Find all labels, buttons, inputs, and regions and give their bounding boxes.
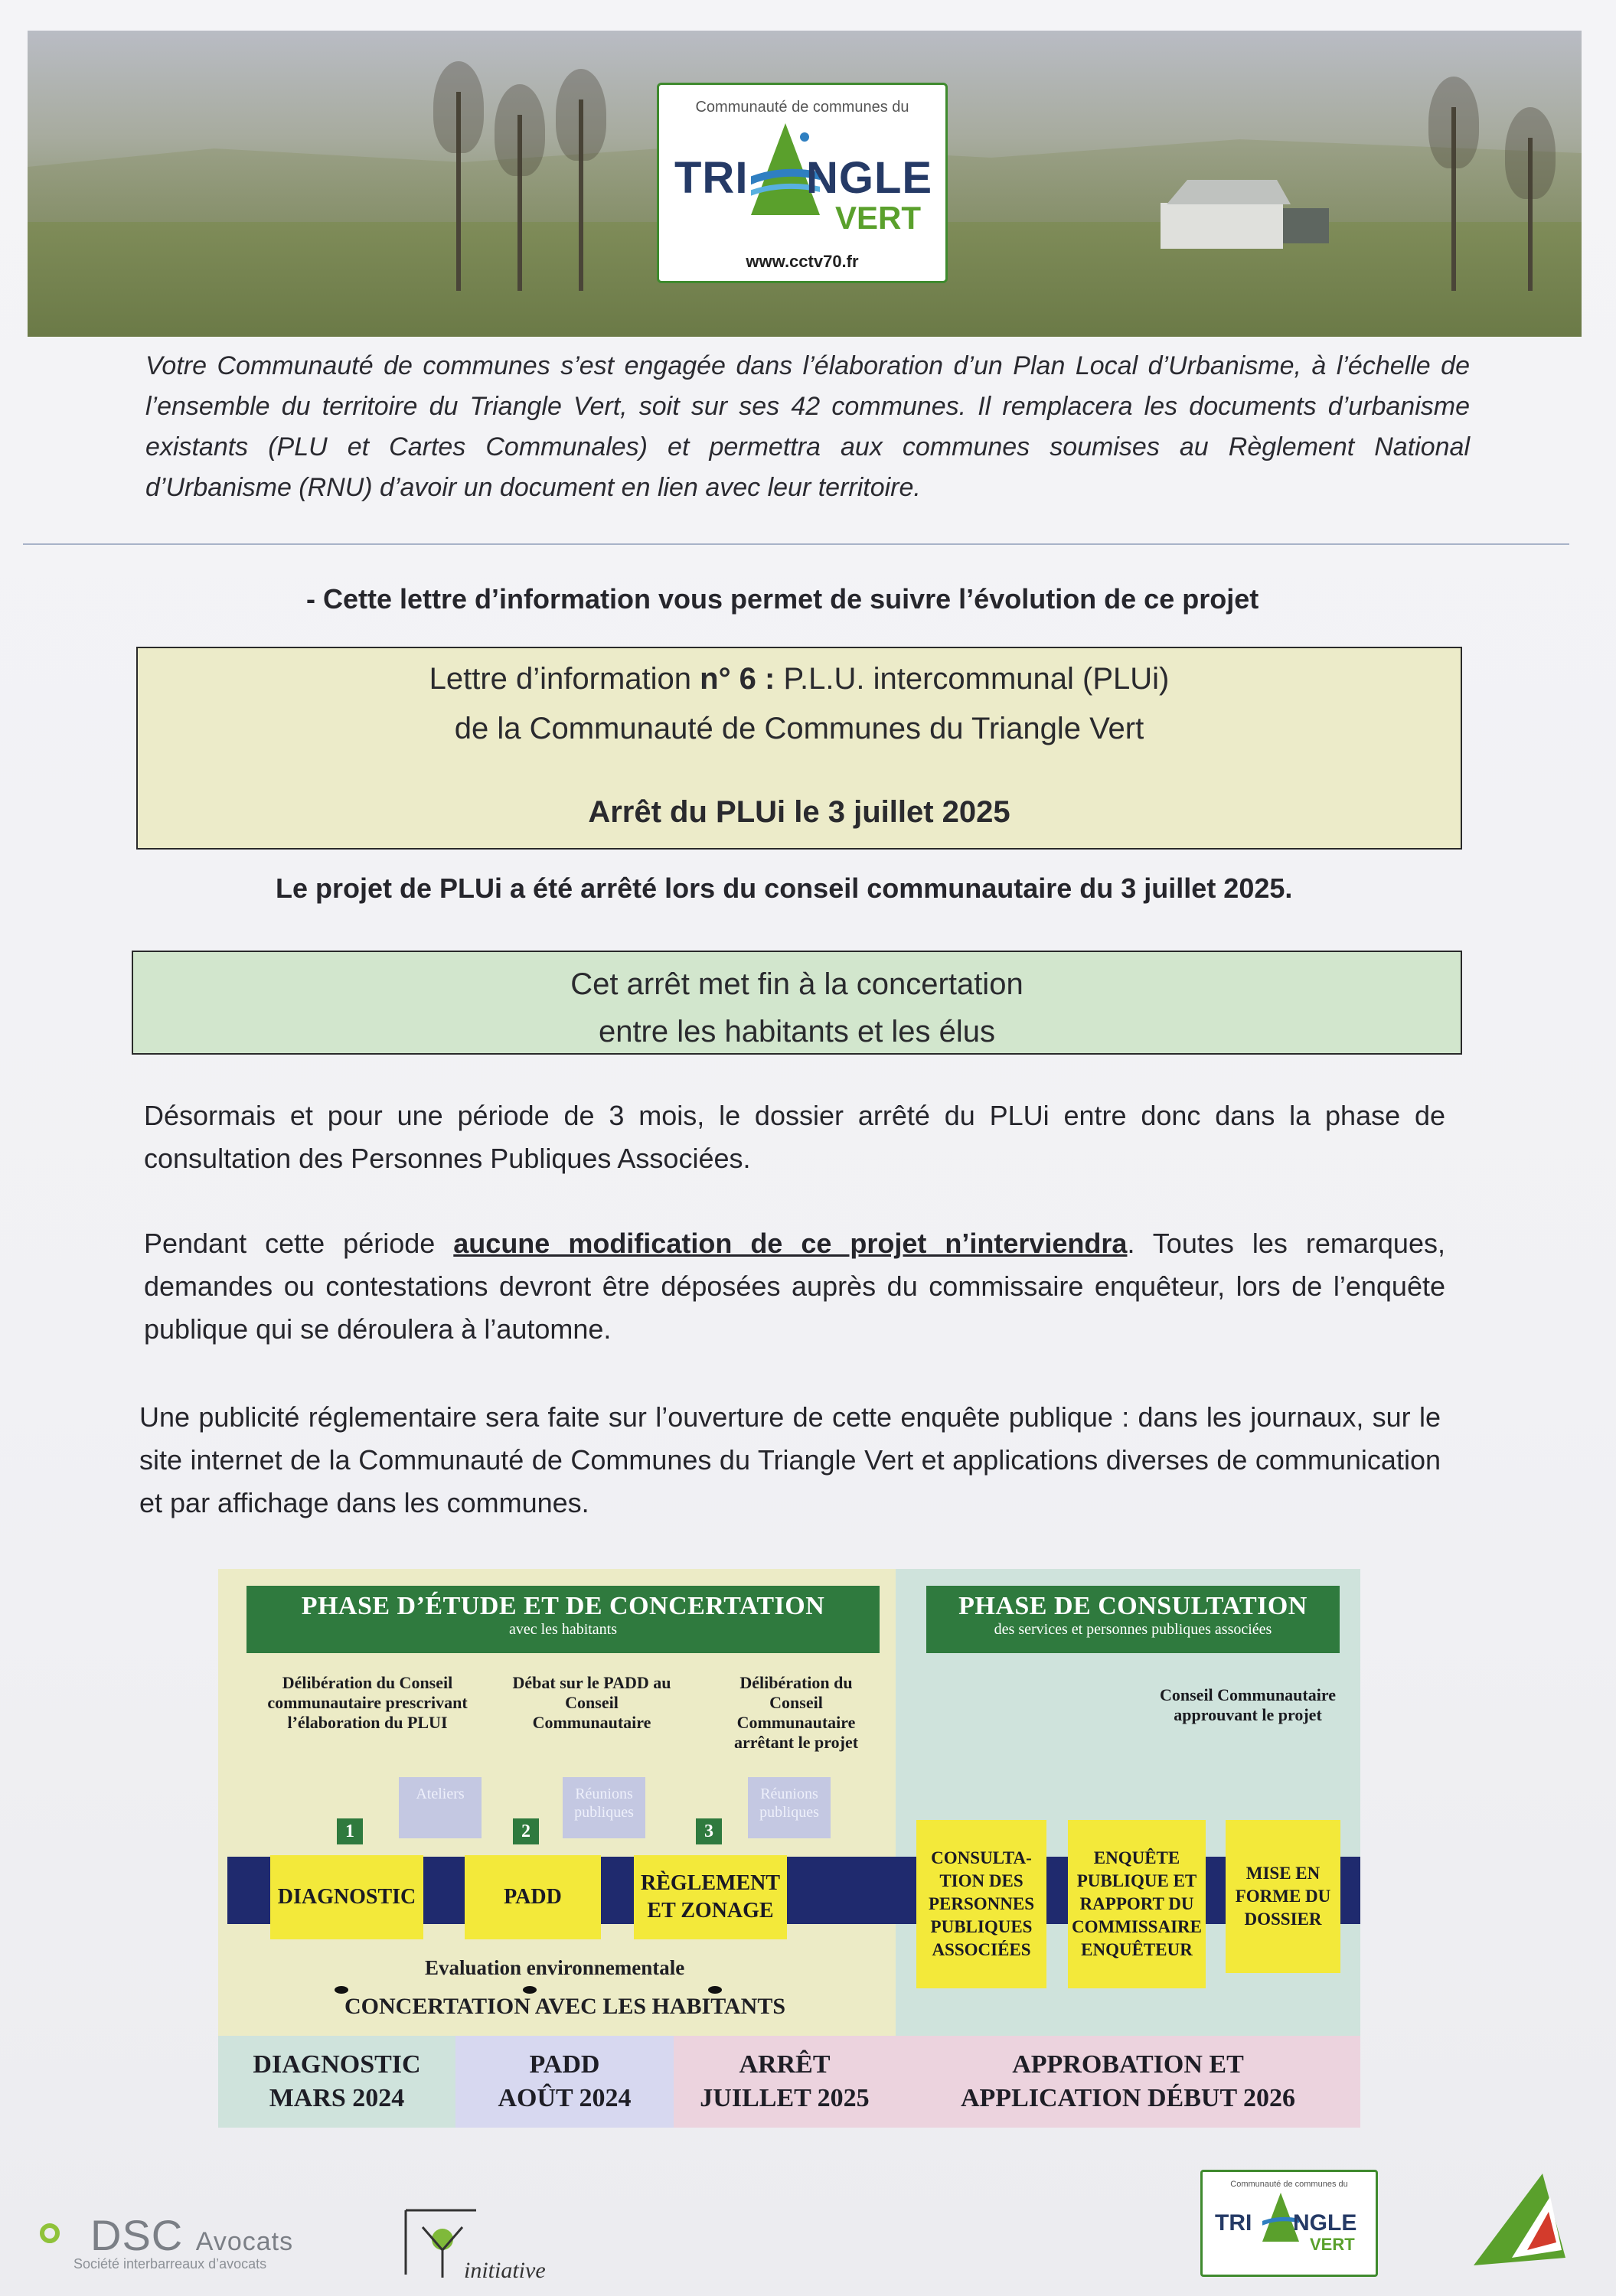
paragraph-consultation-period: Désormais et pour une période de 3 mois, le dossier arrêté du PLUi entre donc dans la phase de consultation des Personnes Publiques Associées.: [144, 1100, 1445, 1174]
step-public-inquiry: ENQUÊTE PUBLIQUE ET RAPPORT DU COMMISSAIRE ENQUÊTEUR: [1068, 1820, 1206, 1988]
milestone-arret: Délibération du Conseil Communautaire arrêtant le projet: [733, 1673, 859, 1752]
step-number-3: 3: [696, 1818, 722, 1844]
paragraph-no-modification-emphasis: aucune modification de ce projet n’interviendra: [453, 1228, 1128, 1259]
consultation-phase-header: [926, 1586, 1340, 1653]
footer-logo-name-part2: NGLE: [1293, 2210, 1357, 2236]
timeline-band-line1: APPROBATION ET: [1012, 2050, 1244, 2079]
plui-procedure-diagram: [218, 1569, 1360, 2128]
concertation-marker: [523, 1986, 537, 1994]
concertation-marker: [335, 1986, 348, 1994]
timeline-band-line2: APPLICATION DÉBUT 2026: [960, 2084, 1296, 2112]
timeline-band-line2: JUILLET 2025: [700, 2084, 870, 2112]
paragraph-publicity: Une publicité réglementaire sera faite sur l’ouverture de cette enquête publique : dans les journaux, sur le site internet de la Communauté de Communes du Triangle Vert et applications diverses de communication et par affichage dans les communes.: [139, 1401, 1441, 1518]
dsc-avocats-logo: [90, 2210, 293, 2260]
newsletter-title-line2: de la Communauté de Communes du Triangle Vert: [454, 712, 1144, 745]
dsc-logo-icon: [40, 2223, 60, 2243]
newsletter-title-box: [136, 647, 1462, 850]
workshops-box: Ateliers: [399, 1777, 482, 1838]
banner-tree: [579, 99, 583, 291]
initiative-logo-text: initiative: [464, 2258, 546, 2283]
footer-logo-name-part1: TRI: [1215, 2210, 1252, 2236]
milestone-padd-debate: Débat sur le PADD au Conseil Communautaire: [512, 1673, 671, 1732]
step-finalization: MISE EN FORME DU DOSSIER: [1226, 1820, 1340, 1973]
step-diagnostic: DIAGNOSTIC: [270, 1855, 423, 1939]
banner-tree: [1451, 107, 1456, 291]
concertation-notice-box: [132, 951, 1462, 1055]
lede-line: - Cette lettre d’information vous permet de suivre l’évolution de ce projet: [306, 583, 1259, 615]
step-padd: PADD: [465, 1855, 601, 1939]
timeline-band-line1: ARRÊT: [739, 2050, 831, 2079]
notice-line2: entre les habitants et les élus: [598, 1015, 996, 1049]
timeline-band-approbation: [896, 2036, 1360, 2128]
newsletter-title-line1: [138, 662, 1461, 696]
consultation-phase-title: PHASE DE CONSULTATION: [958, 1592, 1307, 1620]
timeline-band-line2: AOÛT 2024: [498, 2084, 632, 2112]
notice-line1: Cet arrêt met fin à la concertation: [570, 967, 1023, 1001]
public-meetings-box: Réunions publiques: [748, 1777, 831, 1838]
timeline-band-padd: [455, 2036, 674, 2128]
environmental-assessment-label: Evaluation environnementale: [425, 1956, 685, 1979]
study-phase-subtitle: avec les habitants: [508, 1621, 618, 1638]
banner-tree: [517, 115, 522, 291]
step-ppa-consultation: CONSULTA-TION DES PERSONNES PUBLIQUES ASSOCIÉES: [916, 1820, 1046, 1988]
logo-org-line: Communauté de communes du: [695, 99, 909, 116]
newsletter-prefix: Lettre d’information: [429, 662, 700, 696]
step-number-1: 1: [337, 1818, 363, 1844]
decision-statement: Le projet de PLUi a été arrêté lors du conseil communautaire du 3 juillet 2025.: [276, 872, 1293, 904]
banner-tree: [1528, 138, 1533, 291]
triangle-vert-logo: [657, 83, 948, 283]
logo-name-part3: VERT: [835, 200, 922, 236]
consultation-phase-subtitle: des services et personnes publiques associées: [994, 1621, 1272, 1638]
newsletter-number: n° 6 :: [700, 662, 775, 696]
banner-house: [1161, 203, 1283, 249]
logo-url[interactable]: www.cctv70.fr: [746, 252, 859, 271]
intro-paragraph: Votre Communauté de communes s’est engagée dans l’élaboration d’un Plan Local d’Urbanisme, à l’échelle de l’ensemble du territoire du Triangle Vert, soit sur ses 42 communes. Il remplacera les documents d’urbanisme existants (PLU et Cartes Communales) et permettra aux communes soumises au Règlement National d’Urbanisme (RNU) d’avoir un document en lien avec leur territoire.: [145, 351, 1470, 502]
study-phase-title: PHASE D’ÉTUDE ET DE CONCERTATION: [301, 1592, 825, 1620]
divider: [23, 543, 1569, 545]
concertation-label: CONCERTATION AVEC LES HABITANTS: [344, 1994, 786, 2019]
banner-tree: [456, 92, 461, 291]
banner-shed: [1283, 208, 1329, 243]
footer-logo-org-line: Communauté de communes du: [1230, 2180, 1348, 2189]
paragraph-no-modification: [144, 1222, 1445, 1351]
timeline-band-arret: [674, 2036, 896, 2128]
dsc-name: DSC: [90, 2211, 184, 2259]
step-number-2: 2: [513, 1818, 539, 1844]
study-phase-header: [246, 1586, 880, 1653]
public-meetings-box: Réunions publiques: [563, 1777, 645, 1838]
milestone-prescription: Délibération du Conseil communautaire prescrivant l’élaboration du PLUI: [267, 1673, 468, 1732]
dsc-suffix: Avocats: [195, 2227, 294, 2256]
triangle-vert-footer-logo: [1200, 2170, 1378, 2277]
logo-name-part2: NGLE: [806, 153, 933, 203]
paragraph-no-modification-start: Pendant cette période: [144, 1228, 454, 1259]
logo-name-part1: TRI: [674, 153, 749, 203]
timeline-band-line1: PADD: [529, 2050, 600, 2079]
timeline-band-diagnostic: [218, 2036, 455, 2128]
timeline-band-line2: MARS 2024: [269, 2084, 405, 2112]
region-logo-icon: [1458, 2166, 1573, 2273]
timeline-band-line1: DIAGNOSTIC: [253, 2050, 421, 2079]
dsc-subtitle: Société interbarreaux d’avocats: [73, 2256, 267, 2272]
paragraph-no-modification-end: . Toutes les remarques, demandes ou contestations devront être déposées auprès du commissaire enquêteur, lors de l’enquête publique qui se déroulera à l’automne.: [144, 1228, 1445, 1345]
newsletter-subject: P.L.U. intercommunal (PLUi): [775, 662, 1170, 696]
step-reglement-zonage: RÈGLEMENT ET ZONAGE: [634, 1855, 787, 1939]
concertation-marker: [708, 1986, 722, 1994]
milestone-approval: Conseil Communautaire approuvant le projet: [1160, 1685, 1336, 1724]
newsletter-headline: Arrêt du PLUi le 3 juillet 2025: [588, 795, 1010, 829]
footer-logo-name-part3: VERT: [1310, 2235, 1355, 2254]
